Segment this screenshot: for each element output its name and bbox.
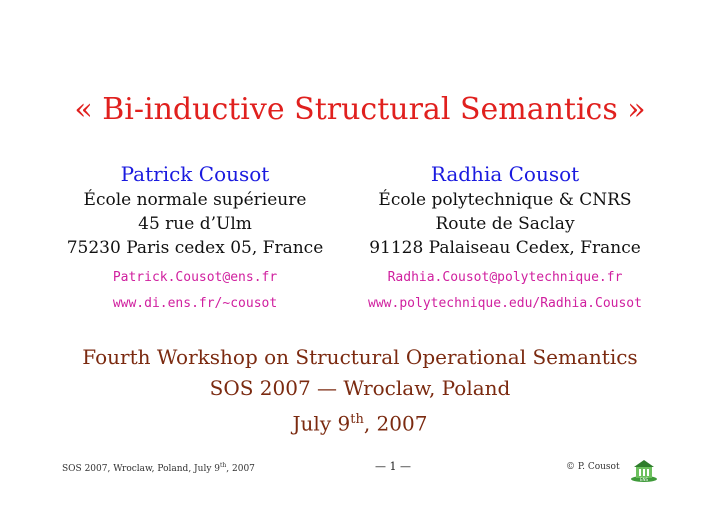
workshop-date-sup: th bbox=[350, 412, 364, 427]
author-name: Radhia Cousot bbox=[430, 162, 580, 186]
author-city: 75230 Paris cedex 05, France bbox=[66, 238, 324, 258]
workshop-name: Fourth Workshop on Structural Operational Semantics bbox=[82, 345, 638, 369]
svg-text:ENS: ENS bbox=[639, 477, 649, 482]
author-patrick bbox=[20, 160, 370, 314]
author-street: 45 rue d’Ulm bbox=[138, 214, 252, 234]
author-affiliation: École normale supérieure bbox=[83, 190, 307, 210]
slide-footer bbox=[0, 458, 720, 484]
footer-copyright: © P. Cousot bbox=[566, 462, 620, 472]
footer-event-suffix: , 2007 bbox=[226, 464, 255, 474]
author-city: 91128 Palaiseau Cedex, France bbox=[369, 238, 641, 258]
author-email[interactable]: Patrick.Cousot@ens.fr bbox=[112, 270, 278, 285]
author-name: Patrick Cousot bbox=[120, 162, 270, 186]
author-email[interactable]: Radhia.Cousot@polytechnique.fr bbox=[387, 270, 623, 285]
page-number: — 1 — bbox=[375, 460, 411, 473]
author-web[interactable]: www.polytechnique.edu/Radhia.Cousot bbox=[368, 296, 642, 311]
workshop-info bbox=[0, 342, 720, 440]
institution-logo-icon bbox=[630, 458, 658, 482]
author-web[interactable]: www.di.ens.fr/~cousot bbox=[112, 296, 278, 311]
workshop-date-prefix: July 9 bbox=[292, 411, 351, 436]
workshop-date bbox=[0, 404, 720, 440]
workshop-location: SOS 2007 — Wroclaw, Poland bbox=[209, 376, 511, 400]
author-radhia bbox=[330, 160, 680, 314]
author-affiliation: École polytechnique & CNRS bbox=[378, 190, 632, 210]
footer-event bbox=[62, 462, 255, 474]
workshop-date-suffix: , 2007 bbox=[363, 411, 428, 436]
footer-event-prefix: SOS 2007, Wroclaw, Poland, July 9 bbox=[62, 464, 220, 474]
author-street: Route de Saclay bbox=[435, 214, 575, 234]
footer-event-sup: th bbox=[220, 462, 227, 469]
slide-title: « Bi-inductive Structural Semantics » bbox=[74, 92, 646, 127]
